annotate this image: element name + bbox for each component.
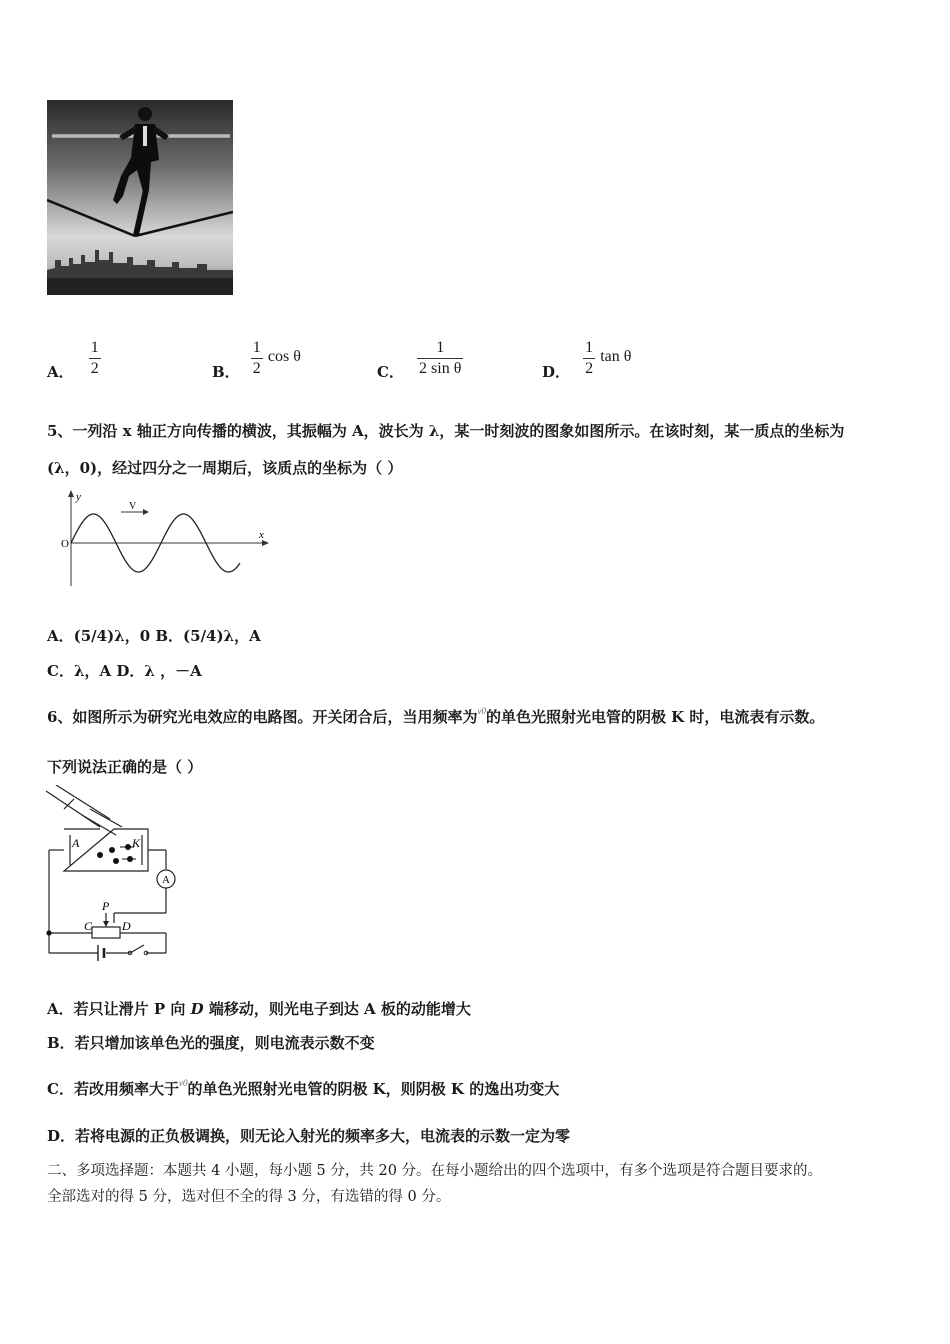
end-c-label: C	[84, 919, 93, 933]
q4-option-c[interactable]	[377, 338, 463, 379]
option-label: B．	[212, 363, 240, 381]
q5-stem-line2: (λ，0)，经过四分之一周期后，该质点的坐标为（ ）	[47, 459, 403, 477]
fraction-numerator: 1	[417, 338, 463, 359]
fraction-denominator: 2	[90, 360, 99, 377]
q6-option-a[interactable]	[47, 998, 471, 1019]
q6-stem-line1	[47, 706, 824, 727]
q6-option-b[interactable]: B．若只增加该单色光的强度，则电流表示数不变	[47, 1034, 375, 1052]
q6-option-a-D: D	[190, 1000, 204, 1018]
nu0-symbol: ν0	[477, 706, 486, 716]
nu0-symbol: ν0	[178, 1078, 188, 1088]
ammeter-label: A	[162, 874, 170, 886]
fraction	[89, 338, 101, 379]
fraction-trailing: cos θ	[267, 348, 301, 365]
fraction-denominator: 2 sin θ	[419, 360, 462, 377]
end-d-label: D	[122, 919, 131, 933]
q5-stem-line1: 5、一列沿 x 轴正方向传播的横波，其振幅为 A，波长为 λ，某一时刻波的图象如图所示。在该时刻，某一质点的坐标为	[47, 422, 845, 440]
q6-option-c-part1: C．若改用频率大于	[47, 1080, 179, 1098]
section2-line1: 二、多项选择题：本题共 4 小题，每小题 5 分，共 20 分。在每小题给出的四个选项中，有多个选项是符合题目要求的。	[47, 1163, 823, 1179]
q6-circuit-diagram	[40, 785, 190, 970]
q6-option-a-part1: A．若只让滑片 P 向	[47, 1000, 191, 1018]
q6-option-c[interactable]	[47, 1078, 559, 1099]
origin-label: O	[61, 538, 69, 550]
fraction-numerator: 1	[583, 338, 595, 359]
q5-options-line1[interactable]: A．(5/4)λ，0 B．(5/4)λ，A	[47, 627, 261, 645]
q6-stem-line2: 下列说法正确的是（ ）	[47, 758, 203, 776]
fraction-denominator: 2	[585, 360, 594, 377]
q6-stem-part1: 6、如图所示为研究光电效应的电路图。开关闭合后，当用频率为	[47, 708, 478, 726]
tightrope-photo	[47, 100, 233, 295]
slider-p-label: P	[102, 899, 110, 913]
q4-option-d[interactable]	[542, 338, 631, 379]
q5-options-line2[interactable]: C．λ，A D．λ ，－A	[47, 662, 202, 680]
q6-stem-part2: 的单色光照射光电管的阴极 K 时，电流表有示数。	[485, 708, 825, 726]
fraction-numerator: 1	[251, 338, 263, 359]
q6-option-c-part2: 的单色光照射光电管的阴极 K，则阴极 K 的逸出功变大	[187, 1080, 560, 1098]
q6-option-a-part2: 端移动，则光电子到达 A 板的动能增大	[203, 1000, 471, 1018]
option-label: C．	[377, 363, 404, 381]
q5-wave-graph	[55, 488, 275, 588]
fraction-trailing: tan θ	[600, 348, 632, 365]
q6-option-d[interactable]: D．若将电源的正负极调换，则无论入射光的频率多大，电流表的示数一定为零	[47, 1127, 571, 1145]
fraction	[583, 338, 595, 379]
y-axis-label: y	[76, 491, 81, 503]
plate-k-label: K	[132, 836, 141, 850]
velocity-label: V	[129, 501, 137, 512]
x-axis-label: x	[259, 529, 264, 541]
option-label: A．	[47, 363, 74, 381]
fraction-numerator: 1	[89, 338, 101, 359]
plate-a-label: A	[72, 836, 80, 850]
fraction	[251, 338, 263, 379]
q4-option-b[interactable]	[212, 338, 301, 379]
q4-option-a[interactable]	[47, 338, 101, 379]
fraction-denominator: 2	[252, 360, 261, 377]
section2-line2: 全部选对的得 5 分，选对但不全的得 3 分，有选错的得 0 分。	[47, 1189, 451, 1205]
fraction	[417, 338, 463, 379]
option-label: D．	[542, 363, 571, 381]
